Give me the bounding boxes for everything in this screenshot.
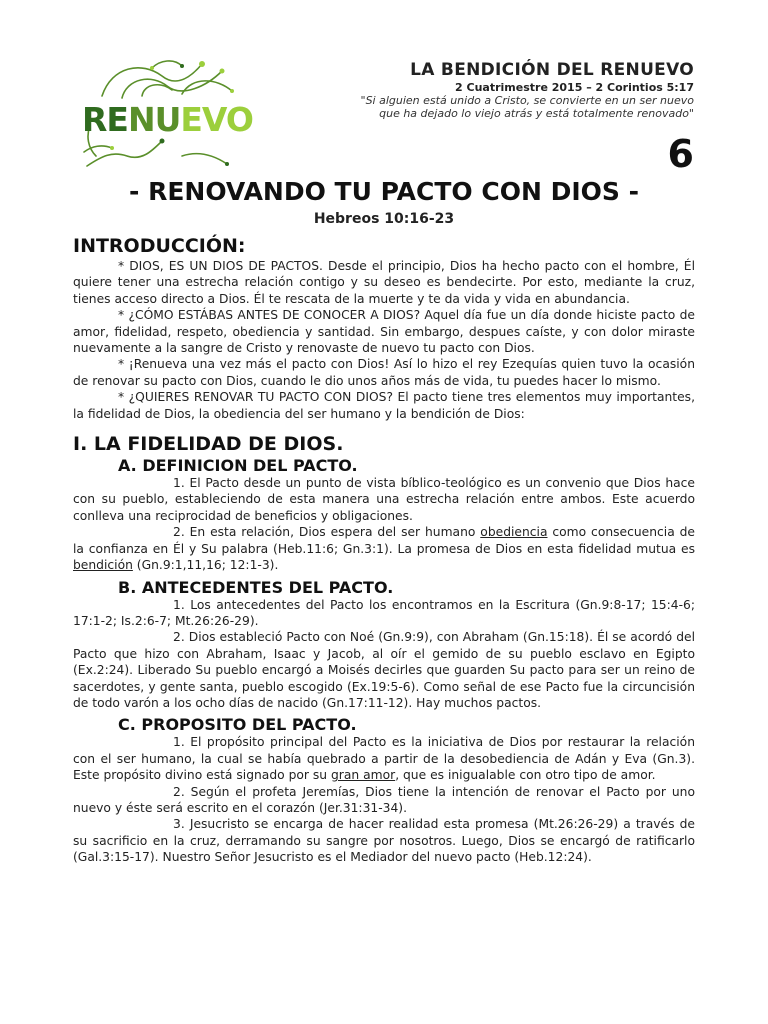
renuevo-logo [82,56,253,170]
logo-wordmark: RENUEVO [82,100,253,139]
scripture-reference: Hebreos 10:16-23 [313,211,455,227]
series-subtitle: 2 Cuatrimestre 2015 – 2 Corintios 5:17 [455,81,694,94]
document-body [73,234,695,866]
intro-paragraph-3: * ¡Renueva una vez más el pacto con Dios! Así lo hizo el rey Ezequías quien tuvo la ocasión de renovar su pacto con Dios, cuando le dio unos años más de vida, tu puedes hacer lo mismo. [73,357,695,388]
lesson-number: 6 [667,132,694,176]
section-b-paragraph-2: 2. Dios estableció Pacto con Noé (Gn.9:9), con Abraham (Gn.15:18). Él se acordó del Pacto que hizo con Abraham, Isaac y Jacob, al oír el gemido de su pueblo esclavo en Egipto (Ex.2:24). Liberado Su pueblo encargó a Moisés decirles que guarden Su pacto para ser un reino de sacerdotes, y gente santa, pueblo escogido (Ex.19:5-6). Como señal de ese Pacto fue la circuncisión de todo varón a los ocho días de nacido (Gn.17:11-12). Hay muchos pactos. [73,630,695,710]
section-c-heading: C. PROPOSITO DEL PACTO. [118,715,357,735]
quote-line-2: que ha dejado lo viejo atrás y está totalmente renovado" [379,107,694,120]
underlined-bendicion: bendición [73,558,133,573]
intro-paragraph-2: * ¿CÓMO ESTÁBAS ANTES DE CONOCER A DIOS? Aquel día fue un día donde hiciste pacto de amor, fidelidad, respeto, obediencia y santidad. Sin embargo, despues caíste, y con dolor miraste nuevamente a la sangre de Cristo y renovaste de nuevo tu pacto con Dios. [73,308,695,356]
page-title: - RENOVANDO TU PACTO CON DIOS - [129,177,639,206]
section-c-paragraph-3: 3. Jesucristo se encarga de hacer realidad esta promesa (Mt.26:26-29) a través de su sacrificio en la cruz, derramando su sangre por nosotros. Luego, Dios se encargó de ratificarlo (Gal.3:15-17). Nuestro Señor Jesucristo es el Mediador del nuevo pacto (Heb.12:24). [73,817,695,865]
document-header [361,60,694,120]
quote-line-1: "Si alguien está unido a Cristo, se convierte en un ser nuevo [360,94,694,107]
section-b-paragraph-1: 1. Los antecedentes del Pacto los encontramos en la Escritura (Gn.9:8-17; 15:4-6; 17:1-2; Is.2:6-7; Mt.26:26-29). [73,597,695,628]
section-a-paragraph-2: 2. En esta relación, Dios espera del ser humano obediencia como consecuencia de la confianza en Él y Su palabra (Heb.11:6; Gn.3:1). La promesa de Dios en esta fidelidad mutua es bendición (Gn.9:1,11,16; 12:1-3). [73,525,695,573]
underlined-obediencia: obediencia [480,525,548,540]
intro-paragraph-1: * DIOS, ES UN DIOS DE PACTOS. Desde el principio, Dios ha hecho pacto con el hombre, Él quiere tener una estrecha relación contigo y su deseo es bendecirte. Por esto, mediante la cruz, tienes acceso directo a Dios. Él te rescata de la muerte y te da vida y vida en abundancia. [73,259,695,306]
section-b-heading: B. ANTECEDENTES DEL PACTO. [118,577,394,597]
section-c-paragraph-2: 2. Según el profeta Jeremías, Dios tiene la intención de renovar el Pacto por uno nuevo y éste será escrito en el corazón (Jer.31:31-34). [73,784,695,815]
intro-heading: INTRODUCCIÓN: [73,235,246,257]
section-1-heading: I. LA FIDELIDAD DE DIOS. [73,433,344,456]
underlined-gran-amor: gran amor [330,768,396,783]
section-a-heading: A. DEFINICION DEL PACTO. [118,456,358,476]
series-title: LA BENDICIÓN DEL RENUEVO [410,60,694,80]
intro-paragraph-4: * ¿QUIERES RENOVAR TU PACTO CON DIOS? El pacto tiene tres elementos muy importantes, la fidelidad de Dios, la obediencia del ser humano y la bendición de Dios: [73,390,695,421]
section-c-paragraph-1: 1. El propósito principal del Pacto es la iniciativa de Dios por restaurar la relación con el ser humano, la cual se había quebrado a partir de la desobediencia de Adán y Eva (Gn.3). Este propósito divino está signado por su gran amor, que es inigualable con otro tipo de amor. [73,735,695,783]
section-a-paragraph-1: 1. El Pacto desde un punto de vista bíblico-teológico es un convenio que Dios hace con su pueblo, estableciendo de esta manera una estrecha relación entre ambos. Este acuerdo conlleva una reciprocidad de beneficios y obligaciones. [73,476,695,523]
